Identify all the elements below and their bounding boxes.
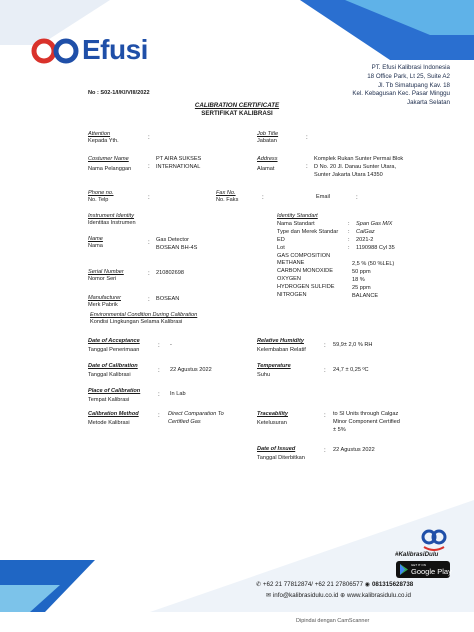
brand-name: Efusi [82, 34, 148, 65]
field-instrument-name: Name Nama [88, 236, 103, 249]
colon: : [324, 412, 326, 419]
phone-icon: ✆ [256, 581, 262, 588]
calibration-method-value: Direct Comparation To Certified Gas [168, 411, 224, 425]
hashtag: #KalibrasiDulu [395, 551, 439, 558]
whatsapp-icon: ◉ [364, 581, 371, 588]
composition-label: OXYGEN [277, 276, 301, 283]
colon: : [158, 412, 160, 419]
temperature-value: 24,7 ± 0,25 ºC [333, 367, 369, 373]
standard-label: Lot [277, 244, 285, 251]
email-address: info@kalibrasidulu.co.id [272, 592, 339, 599]
date-issued-value: 22 Agustus 2022 [333, 447, 375, 453]
mobile-number: 081315628738 [371, 581, 414, 588]
identity-standard [277, 213, 338, 300]
company-address-line: Kel. Kebagusan Kec. Pasar Minggu [352, 90, 450, 98]
scanner-watermark: Dipindai dengan CamScanner [296, 618, 370, 624]
field-attention: Attention Kepada Yth. [88, 131, 119, 144]
colon: : [148, 296, 150, 303]
colon: : [158, 367, 160, 374]
address-value: Komplek Rukan Sunter Permai Blok D No. 20 Jl. Danau Sunter Utara, Sunter Jakarta Utara 14350 [314, 156, 404, 178]
field-manufacturer: Manufacturer Merk Pabrik [88, 295, 121, 308]
field-calibration-method: Calibration Method Metode Kalibrasi [88, 411, 139, 426]
field-job-title: Job Title Jabatan [257, 131, 279, 144]
identity-standard-colons: : : : : [348, 221, 350, 251]
standard-value: 1190988 Cyl 35 [356, 244, 395, 251]
composition-value: 25 ppm [352, 284, 371, 291]
field-date-calibration: Date of Calibration Tanggal Kalibrasi [88, 363, 138, 378]
field-date-issued: Date of Issued Tanggal Diterbitkan [257, 446, 305, 461]
certificate-title: CALIBRATION CERTIFICATE [194, 102, 280, 109]
composition-value: 50 ppm [352, 268, 371, 275]
company-name: PT. Efusi Kalibrasi Indonesia [371, 64, 450, 71]
contact-web-line [266, 592, 411, 599]
google-play-badge[interactable] [396, 561, 450, 578]
composition-label: HYDROGEN SULFIDE [277, 284, 335, 291]
composition-value: BALANCE [352, 292, 379, 299]
google-play-label: Google Play [411, 567, 452, 576]
field-serial-number: Serial Number Nomor Seri [88, 269, 124, 282]
play-store-icon [399, 564, 409, 575]
instrument-name-value: Gas Detector BOSEAN BH-4S [156, 237, 198, 251]
field-temperature: Temperature Suhu [257, 363, 291, 378]
certificate-subtitle: SERTIFIKAT KALIBRASI [201, 110, 273, 117]
serial-number-value: 210802698 [156, 270, 184, 276]
globe-icon: ⊕ [340, 592, 346, 599]
field-fax: Fax No. No. Faks [216, 190, 239, 203]
standard-label: ED [277, 236, 285, 243]
environment-heading: Environmental Condition During Calibration Kondisi Lingkungan Selama Kalibrasi [90, 312, 198, 325]
place-calibration-value: In Lab [170, 391, 186, 397]
composition-value: 18 % [352, 276, 365, 283]
scanner-strip [0, 612, 474, 632]
colon: : [324, 342, 326, 349]
colon: : [306, 163, 308, 170]
composition-value: 2,5 % (50 %LEL) [352, 261, 395, 267]
instrument-identity-heading: Instrument Identity Identitas Instrumen [88, 213, 136, 226]
humidity-value: 59,9± 2,0 % RH [333, 342, 373, 348]
manufacturer-value: BOSEAN [156, 296, 180, 302]
composition-values [352, 261, 394, 301]
colon: : [158, 391, 160, 398]
contact-phone-line [256, 581, 413, 588]
colon: : [148, 163, 150, 170]
standard-value: 2021-2 [356, 236, 374, 243]
colon: : [324, 447, 326, 454]
colon: : [148, 134, 150, 141]
email-icon: ✉ [266, 592, 272, 599]
get-it-on-label: GET IT ON [411, 563, 426, 567]
website: www.kalibrasidulu.co.id [347, 592, 411, 599]
colon: : [148, 194, 150, 201]
composition-label: NITROGEN [277, 292, 307, 299]
kalibrasi-dulu-logo-icon [420, 527, 448, 551]
identity-standard-values [356, 221, 395, 253]
composition-label: METHANE [277, 260, 305, 267]
phone-numbers: +62 21 77812874/ +62 21 27806577 [262, 581, 364, 588]
company-address-line: 18 Office Park, Lt 25, Suite A2 [367, 72, 450, 80]
date-calibration-value: 22 Agustus 2022 [170, 367, 212, 373]
company-address-line: Jakarta Selatan [407, 99, 450, 107]
document-number: No : S02-1/I/KI/VIII/2022 [88, 90, 150, 96]
traceability-value: to SI Units through Calgaz Minor Component Certified ± 5% [333, 411, 400, 433]
field-traceability: Traceability Ketelusuran [257, 411, 288, 426]
identity-standard-heading: Identity Standart [277, 213, 318, 219]
colon: : [148, 239, 150, 246]
field-date-acceptance: Date of Acceptance Tanggal Penerimaan [88, 338, 140, 353]
standard-value: CalGaz [356, 228, 375, 235]
colon: : [262, 194, 264, 201]
composition-heading: GAS COMPOSITION [277, 252, 331, 259]
field-email: Email [316, 194, 330, 200]
customer-name-value: PT AIRA SUKSES INTERNATIONAL [156, 156, 202, 170]
field-phone: Phone no. No. Telp [88, 190, 114, 203]
date-acceptance-value: - [170, 342, 172, 348]
colon: : [356, 194, 358, 201]
field-address: Address Alamat [257, 156, 278, 172]
standard-value: Span Gas MIX [356, 221, 393, 227]
standard-label: Nama Standart [277, 220, 315, 227]
composition-label: CARBON MONOXIDE [277, 268, 333, 275]
field-humidity: Relative Humidity Kelembaban Relatif [257, 338, 306, 353]
colon: : [324, 367, 326, 374]
colon: : [158, 342, 160, 349]
efusi-logo-icon [28, 36, 88, 66]
company-address-line: Jl. Tb Simatupang Kav. 18 [378, 81, 450, 89]
standard-label: Type dan Merek Standar [277, 228, 339, 235]
colon: : [148, 270, 150, 277]
field-customer-name: Costumer Name Nama Pelanggan [88, 156, 132, 172]
colon: : [306, 134, 308, 141]
field-place-calibration: Place of Calibration Tempat Kalibrasi [88, 388, 141, 403]
